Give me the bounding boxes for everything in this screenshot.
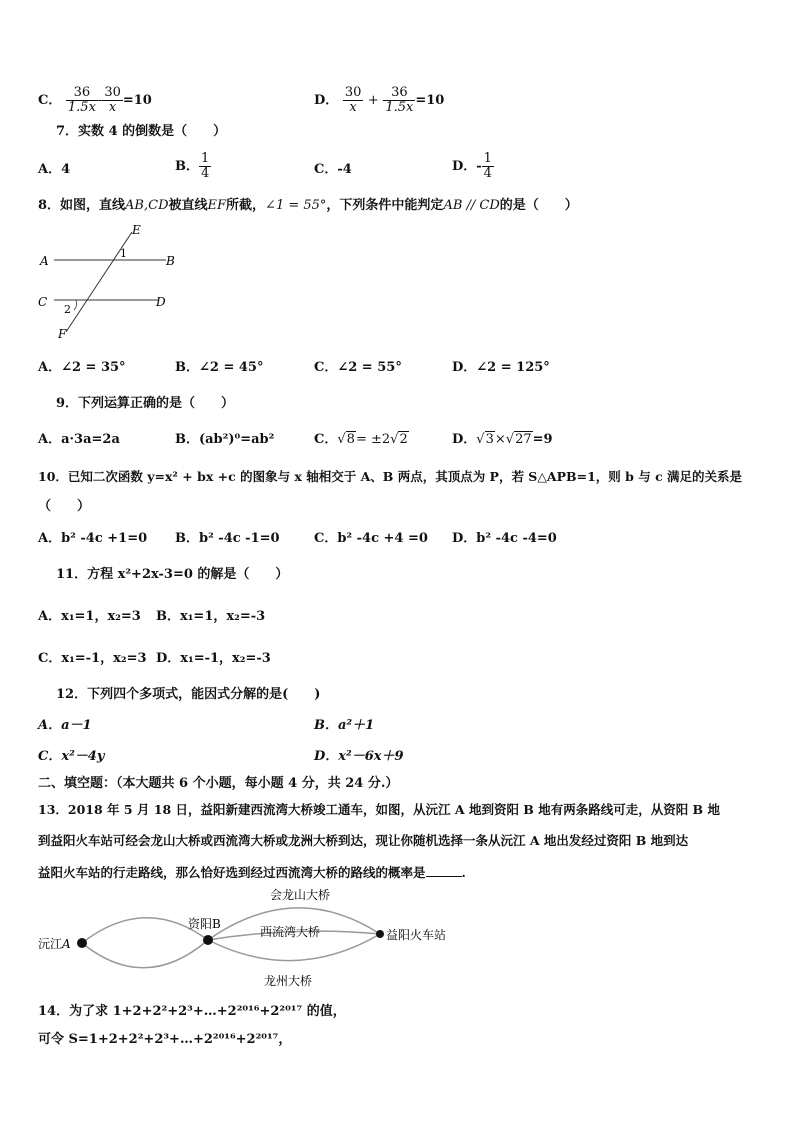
q11-options-row2: [0, 649, 794, 669]
q9-option-d: D．√3×√27=9: [452, 430, 553, 450]
q11-option-b: B．x₁=1，x₂=-3: [156, 609, 266, 624]
q12-options-row2: [0, 747, 794, 767]
node-b: [203, 935, 213, 945]
q14-line1: 14．为了求 1+2+2²+2³+…+2²⁰¹⁶+2²⁰¹⁷ 的值，: [38, 1004, 346, 1019]
sqrt: √3: [476, 432, 494, 447]
q7-option-a: A．4: [38, 162, 71, 177]
q10-option-c: C．b² -4c +4 =0: [314, 531, 428, 546]
q7-option-b: B． $\frac{1}{4}$: [175, 151, 210, 181]
q9-option-c: C．√8= ±2√2: [314, 430, 409, 450]
q12-option-c: C．x²－4y: [38, 749, 105, 764]
label-angle-1: 1: [120, 247, 127, 260]
angle-arc-2: [74, 300, 77, 310]
q8-option-a: A．∠2 = 35°: [38, 360, 126, 375]
q9-option-a: A．a·3a=2a: [38, 432, 120, 447]
sqrt: √8: [337, 432, 355, 447]
q10-option-d: D．b² -4c -4=0: [452, 531, 557, 546]
q13-line3: 益阳火车站的行走路线，那么恰好选到经过西流湾大桥的路线的概率是 .: [38, 862, 466, 883]
q11-option-c: C．x₁=-1，x₂=3: [38, 651, 147, 666]
label-f: F: [58, 327, 67, 341]
q6-option-c: C． $\frac{36}{1.5x}$ - $\frac{30}{x}$ =10: [38, 85, 152, 115]
q11-option-d: D．x₁=-1，x₂=-3: [156, 651, 271, 666]
q11-option-a: A．x₁=1，x₂=3: [38, 609, 141, 624]
q10-option-a: A．b² -4c +1=0: [38, 531, 148, 546]
q7-options: [0, 151, 794, 181]
q10-paren: （ ）: [38, 499, 91, 514]
q8-option-b: B．∠2 = 45°: [175, 360, 264, 375]
q13-line2: 到益阳火车站可经会龙山大桥或西流湾大桥或龙洲大桥到达，现让你随机选择一条从沅江 A 地出发经过资阳 B 地到达: [38, 833, 689, 848]
q12-options-row1: [0, 716, 794, 736]
q10-options: [0, 529, 794, 549]
q14-line2: 可令 S=1+2+2²+2³+…+2²⁰¹⁶+2²⁰¹⁷，: [38, 1032, 292, 1047]
label-node-b: 资阳B: [188, 917, 221, 931]
q10-stem: 10．已知二次函数 y=x² + bx +c 的图象与 x 轴相交于 A、B 两点，其顶点为 P，若 S△APB=1，则 b 与 c 满足的关系是: [38, 469, 743, 484]
q9-stem: 9．下列运算正确的是（ ）: [56, 396, 235, 411]
route-a-b-lower: [82, 940, 208, 968]
fraction: $\frac{36}{1.5x}$: [67, 85, 96, 115]
node-a: [77, 938, 87, 948]
q7-option-c: C．-4: [314, 162, 352, 177]
label-e: E: [132, 223, 141, 237]
q13-line1: 13．2018 年 5 月 18 日，益阳新建西流湾大桥竣工通车，如图，从沅江 A 地到资阳 B 地有两条路线可走，从资阳 B 地: [38, 802, 720, 817]
q9-option-b: B．(ab²)⁰=ab²: [175, 432, 275, 447]
q10-option-b: B．b² -4c -1=0: [175, 531, 280, 546]
label-c: C: [38, 295, 48, 309]
fraction: $\frac{1}{4}$: [201, 151, 210, 181]
q8-option-c: C．∠2 = 55°: [314, 360, 402, 375]
q12-option-a: A．a－1: [38, 718, 92, 733]
q8-options: [0, 358, 794, 378]
q8-figure: [36, 220, 186, 342]
fraction: $\frac{1}{4}$: [483, 151, 492, 181]
q6-option-d: D． $\frac{30}{x}$ + $\frac{36}{1.5x}$ =10: [314, 85, 445, 115]
label-angle-2: 2: [64, 303, 71, 316]
label-d: D: [156, 295, 166, 309]
label-b: B: [166, 254, 175, 268]
sqrt: √2: [390, 432, 408, 447]
q12-stem: 12．下列四个多项式，能因式分解的是( ): [56, 687, 321, 702]
q11-options-row1: [0, 607, 794, 627]
q13-route-figure: [30, 884, 460, 994]
q7-option-d: D．- $\frac{1}{4}$: [452, 151, 492, 181]
label-route-longzhou: 龙州大桥: [264, 974, 313, 988]
label-station: 益阳火车站: [386, 928, 447, 942]
answer-blank: [426, 862, 462, 877]
q8-option-d: D．∠2 = 125°: [452, 360, 550, 375]
q12-option-b: B．a²＋1: [314, 718, 375, 733]
fraction: $\frac{30}{x}$: [104, 85, 121, 115]
label-route-huilongshan: 会龙山大桥: [270, 888, 331, 902]
q9-options: [0, 430, 794, 450]
q8-stem: 8．如图，直线AB,CD被直线EF所截，∠1 = 55°，下列条件中能判定AB // CD的是（ ）: [38, 198, 578, 213]
label-route-xiliuwan: 西流湾大桥: [260, 925, 321, 939]
label-node-a: 沅江A: [38, 937, 71, 951]
q7-stem: 7．实数 4 的倒数是（ ）: [56, 124, 227, 139]
q6-options: [0, 78, 794, 115]
q12-option-d: D．x²－6x＋9: [314, 749, 404, 764]
label-a: A: [40, 254, 49, 268]
fraction: $\frac{30}{x}$: [344, 85, 362, 115]
node-station: [376, 930, 384, 938]
sqrt: √27: [505, 432, 532, 447]
q11-stem: 11．方程 x²+2x-3=0 的解是（ ）: [56, 567, 289, 582]
section-heading: 二、填空题：（本大题共 6 个小题，每小题 4 分，共 24 分.）: [38, 776, 399, 791]
fraction: $\frac{36}{1.5x}$: [385, 85, 414, 115]
